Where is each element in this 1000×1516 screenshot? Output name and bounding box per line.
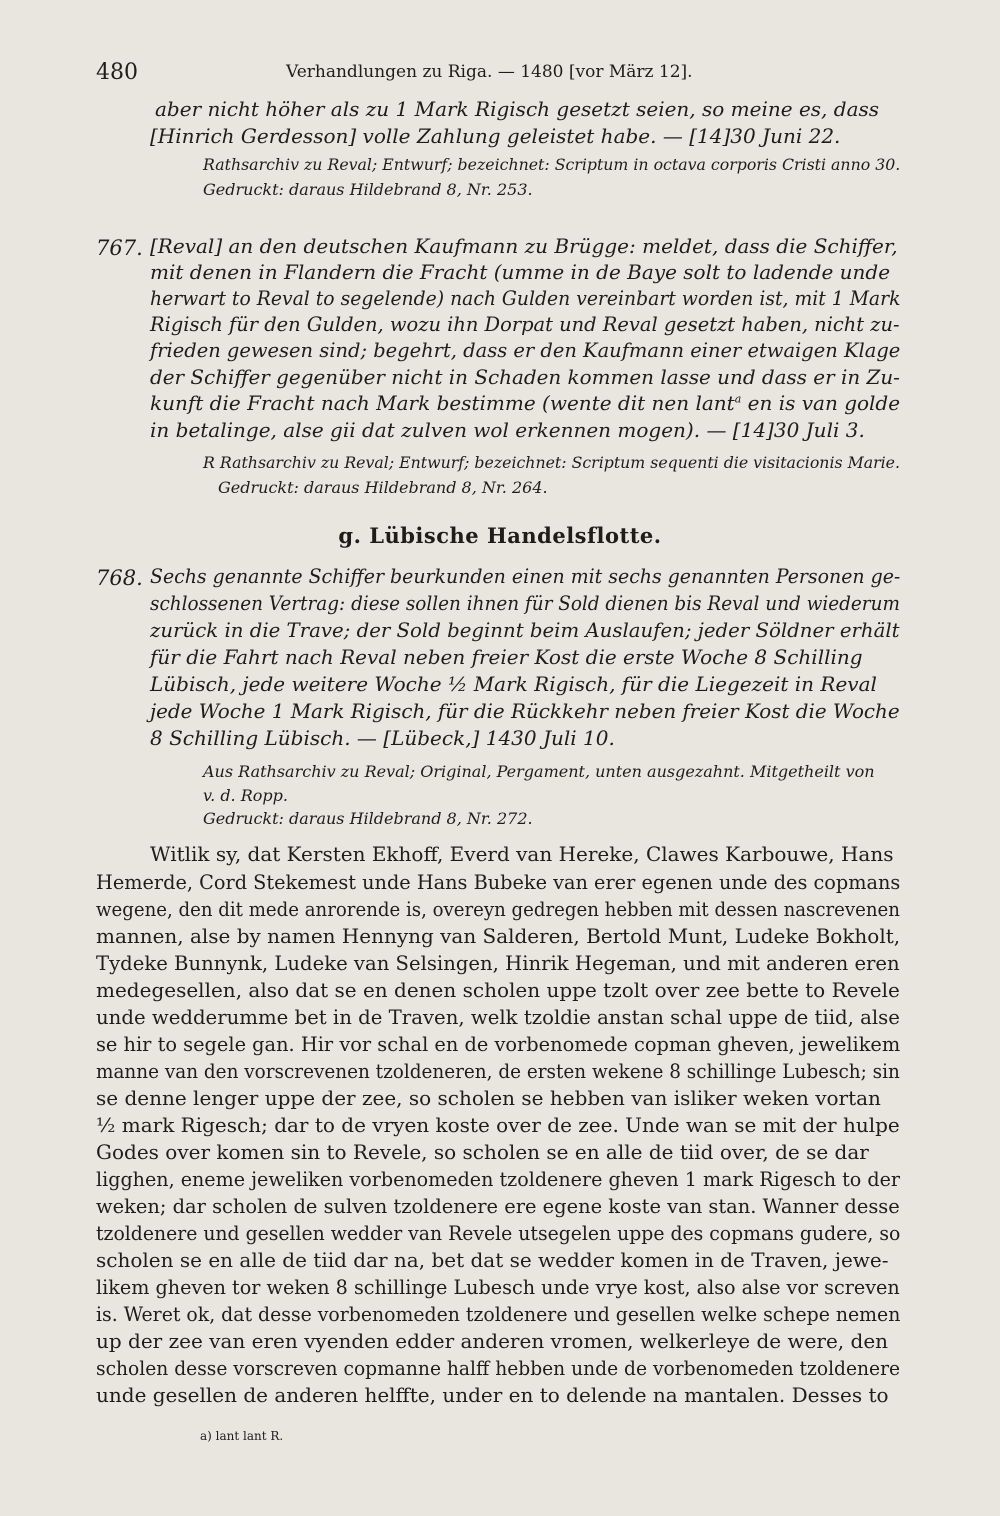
body-line-2: Hemerde, Cord Stekemest unde Hans Bubeke van erer egenen unde des copmans	[96, 870, 901, 894]
body-line-1: Witlik sy, dat Kersten Ekhoff, Everd van Hereke, Clawes Karbouwe, Hans	[150, 842, 894, 866]
body-line-13: ligghen, eneme jeweliken vorbenomeden tzoldenere gheven 1 mark Rigesch to der	[96, 1167, 901, 1191]
entry-767-line-6: der Schiffer gegenüber nicht in Schaden kommen lasse und dass er in Zu-	[150, 365, 900, 389]
entry-767-line-4: Rigisch für den Gulden, wozu ihn Dorpat und Reval gesetzt haben, nicht zu-	[150, 312, 900, 336]
entry-766-source: Rathsarchiv zu Reval; Entwurf; bezeichnet: Scriptum in octava corporis Cristi anno 30.	[203, 155, 901, 174]
section-heading: g. Lübische Handelsflotte.	[338, 523, 662, 548]
body-line-19: up der zee van eren vyenden edder anderen vromen, welkerleye de were, den	[96, 1329, 889, 1353]
entry-768-source-1: Aus Rathsarchiv zu Reval; Original, Pergament, unten ausgezahnt. Mitgetheilt von	[203, 762, 875, 781]
page-header	[96, 58, 896, 86]
body-line-12: Godes over komen sin to Revele, so scholen se en alle de tiid over, de se dar	[96, 1140, 869, 1164]
entry-767-line-2: mit denen in Flandern die Fracht (umme in de Baye solt to ladende unde	[150, 260, 891, 284]
entry-767-line-5: frieden gewesen sind; begehrt, dass er den Kaufmann einer etwaigen Klage	[150, 338, 901, 362]
body-line-10: se denne lenger uppe der zee, so scholen se hebben van isliker weken vortan	[96, 1086, 881, 1110]
entry-767-line-7-end: en is van golde	[741, 391, 901, 415]
body-line-18: is. Weret ok, dat desse vorbenomeden tzoldenere und gesellen welke schepe nemen	[96, 1302, 901, 1326]
entry-768-line-5: Lübisch, jede weitere Woche ½ Mark Rigisch, für die Liegezeit in Reval	[150, 672, 877, 696]
entry-768-line-2: schlossenen Vertrag: diese sollen ihnen für Sold dienen bis Reval und wiederum	[150, 591, 900, 615]
entry-766-line-1: aber nicht höher als zu 1 Mark Rigisch gesetzt seien, so meine es, dass	[155, 97, 880, 121]
entry-767-line-7-text: kunft die Fracht nach Mark bestimme (wente dit nen lant	[150, 391, 735, 415]
entry-766-printed: Gedruckt: daraus Hildebrand 8, Nr. 253.	[203, 180, 533, 199]
footnote: a) lant lant R.	[200, 1429, 284, 1443]
entry-768-line-6: jede Woche 1 Mark Rigisch, für die Rückkehr neben freier Kost die Woche	[150, 699, 900, 723]
body-line-16: scholen se en alle de tiid dar na, bet dat se wedder komen in de Traven, jewe-	[96, 1248, 889, 1272]
entry-768-number: 768.	[96, 566, 143, 590]
entry-767-source: R Rathsarchiv zu Reval; Entwurf; bezeichnet: Scriptum sequenti die visitacionis Marie.	[203, 453, 900, 472]
entry-767-line-7	[150, 393, 900, 413]
body-line-4: mannen, alse by namen Hennyng van Salderen, Bertold Munt, Ludeke Bokholt,	[96, 924, 901, 948]
entry-768-line-7: 8 Schilling Lübisch. — [Lübeck,] 1430 Juli 10.	[150, 726, 615, 750]
entry-768-line-3: zurück in die Trave; der Sold beginnt beim Auslaufen; jeder Söldner erhält	[150, 618, 900, 642]
entry-768-line-1: Sechs genannte Schiffer beurkunden einen mit sechs genannten Personen ge-	[150, 564, 901, 588]
entry-767-line-1: [Reval] an den deutschen Kaufmann zu Brügge: meldet, dass die Schiffer,	[150, 234, 898, 258]
body-line-8: se hir to segele gan. Hir vor schal en de vorbenomede copman gheven, jewelikem	[96, 1032, 901, 1056]
entry-768-source-2: v. d. Ropp.	[203, 786, 288, 805]
entry-766-line-2: [Hinrich Gerdesson] volle Zahlung geleistet habe. — [14]30 Juni 22.	[150, 124, 841, 148]
running-title: Verhandlungen zu Riga. — 1480 [vor März 12].	[286, 62, 693, 82]
body-line-6: medegesellen, also dat se en denen scholen uppe tzolt over zee bette to Revele	[96, 978, 900, 1002]
page-number: 480	[96, 60, 138, 85]
body-line-15: tzoldenere und gesellen wedder van Revele utsegelen uppe des copmans gudere, so	[96, 1221, 901, 1245]
body-line-11: ½ mark Rigesch; dar to de vryen koste over de zee. Unde wan se mit der hulpe	[96, 1113, 900, 1137]
entry-768-printed: Gedruckt: daraus Hildebrand 8, Nr. 272.	[203, 809, 533, 828]
body-line-20: scholen desse vorscreven copmanne halff hebben unde de vorbenomeden tzoldenere	[96, 1356, 901, 1380]
body-line-5: Tydeke Bunnynk, Ludeke van Selsingen, Hinrik Hegeman, und mit anderen eren	[96, 951, 900, 975]
body-line-7: unde wedderumme bet in de Traven, welk tzoldie anstan schal uppe de tiid, alse	[96, 1005, 900, 1029]
entry-767-number: 767.	[96, 236, 143, 260]
body-line-9: manne van den vorscrevenen tzoldeneren, de ersten wekene 8 schillinge Lubesch; sin	[96, 1059, 900, 1083]
entry-767-printed: Gedruckt: daraus Hildebrand 8, Nr. 264.	[218, 478, 548, 497]
entry-767-line-3: herwart to Reval to segelende) nach Gulden vereinbart worden ist, mit 1 Mark	[150, 286, 901, 310]
body-line-21: unde gesellen de anderen helffte, under en to delende na mantalen. Desses to	[96, 1383, 889, 1407]
body-line-3: wegene, den dit mede anrorende is, overeyn gedregen hebben mit dessen nascrevenen	[96, 897, 900, 921]
entry-768-line-4: für die Fahrt nach Reval neben freier Kost die erste Woche 8 Schilling	[150, 645, 863, 669]
body-line-17: likem gheven tor weken 8 schillinge Lubesch unde vrye kost, also alse vor screven	[96, 1275, 900, 1299]
entry-767-line-8: in betalinge, alse gii dat zulven wol erkennen mogen). — [14]30 Juli 3.	[150, 418, 865, 442]
body-line-14: weken; dar scholen de sulven tzoldenere ere egene koste van stan. Wanner desse	[96, 1194, 900, 1218]
footnote-marker: a	[734, 392, 742, 406]
